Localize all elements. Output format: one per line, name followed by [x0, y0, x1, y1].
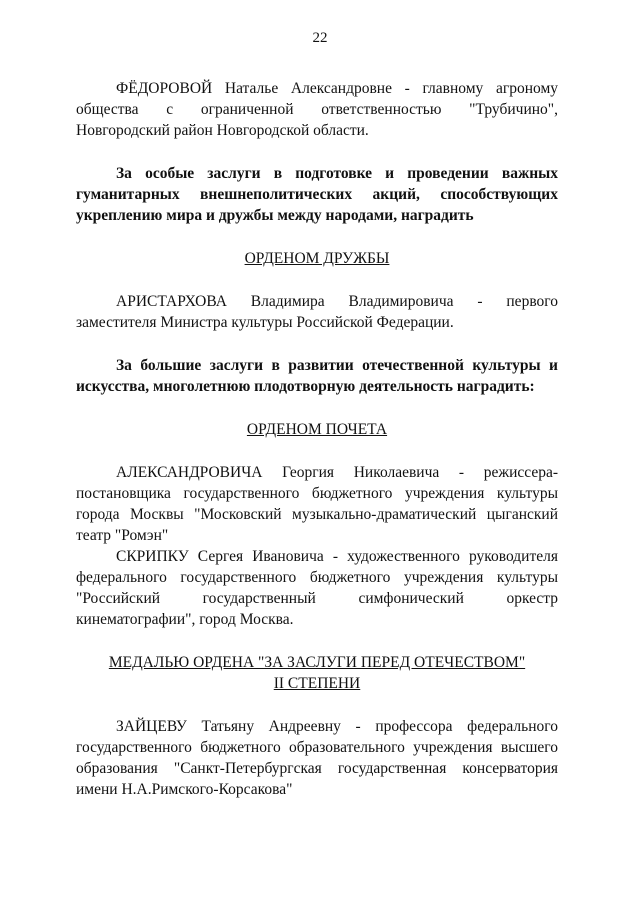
award-entry-aristarkhov: АРИСТАРХОВА Владимира Владимировича - первого заместителя Министра культуры Российской Федерации.: [76, 293, 558, 331]
page-number: 22: [312, 30, 328, 46]
award-entry-skripka: СКРИПКУ Сергея Ивановича - художественного руководителя федерального государственного бюджетного учреждения культуры "Российский государственный симфонический оркестр кинематографии", город Москва.: [76, 548, 558, 628]
award-intro-friendship: За особые заслуги в подготовке и проведении важных гуманитарных внешнеполитических акций, способствующих укреплению мира и дружбы между народами, наградить: [76, 165, 558, 224]
heading-order-of-honor: ОРДЕНОМ ПОЧЕТА: [246, 421, 388, 438]
award-entry-zaytseva: ЗАЙЦЕВУ Татьяну Андреевну - профессора федерального государственного бюджетного образовательного учреждения высшего образования "Санкт-Петербургская государственная консерватория имени Н.А.Римского-Корсакова": [76, 718, 558, 798]
heading-medal-line-2: II СТЕПЕНИ: [273, 675, 361, 692]
heading-order-of-friendship: ОРДЕНОМ ДРУЖБЫ: [244, 250, 390, 267]
award-entry-fedorova: ФЁДОРОВОЙ Наталье Александровне - главному агроному общества с ограниченной ответственностью "Трубичино", Новгородский район Новгородской области.: [76, 80, 558, 139]
award-intro-honor: За большие заслуги в развитии отечественной культуры и искусства, многолетнюю плодотворную деятельность наградить:: [76, 357, 558, 395]
document-body: [76, 78, 558, 800]
award-entry-aleksandrovich: АЛЕКСАНДРОВИЧА Георгия Николаевича - режиссера-постановщика государственного бюджетного учреждения культуры города Москвы "Московский музыкально-драматический цыганский театр "Ромэн": [76, 464, 558, 544]
heading-medal-line-1: МЕДАЛЬЮ ОРДЕНА "ЗА ЗАСЛУГИ ПЕРЕД ОТЕЧЕСТВОМ": [108, 654, 526, 671]
